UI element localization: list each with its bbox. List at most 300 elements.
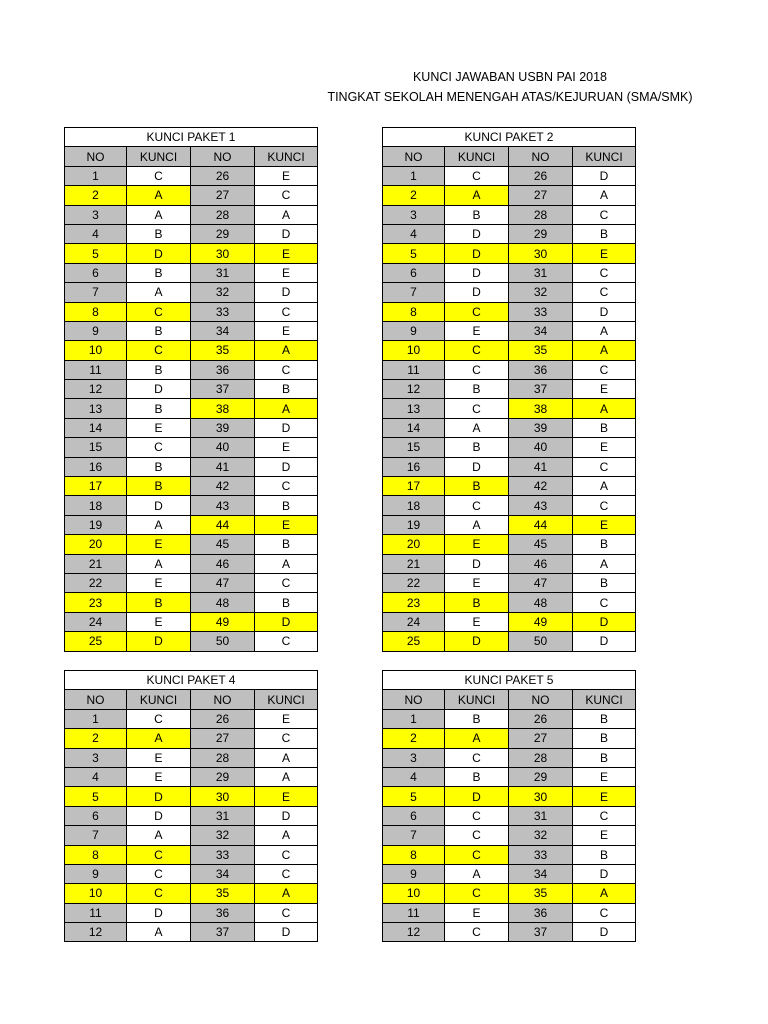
answer-key: B (255, 496, 318, 515)
answer-key: A (255, 826, 318, 845)
question-number: 28 (191, 205, 255, 224)
answer-key: A (573, 186, 636, 205)
question-number: 3 (65, 205, 127, 224)
answer-key: B (445, 438, 509, 457)
answer-key: E (255, 787, 318, 806)
question-number: 5 (383, 244, 445, 263)
table-row (65, 767, 318, 786)
question-number: 28 (191, 748, 255, 767)
question-number: 13 (65, 399, 127, 418)
question-number: 6 (65, 806, 127, 825)
table-row (383, 166, 636, 185)
answer-key: C (445, 884, 509, 903)
table-row (65, 477, 318, 496)
question-number: 14 (65, 418, 127, 437)
question-number: 31 (191, 263, 255, 282)
question-number: 44 (509, 515, 573, 534)
question-number: 50 (509, 632, 573, 651)
question-number: 38 (191, 399, 255, 418)
question-number: 27 (191, 729, 255, 748)
question-number: 11 (383, 903, 445, 922)
column-header: NO (383, 690, 445, 709)
question-number: 35 (509, 884, 573, 903)
answer-key: D (255, 923, 318, 942)
column-header: NO (191, 147, 255, 166)
answer-key: C (127, 709, 191, 728)
answer-key: D (127, 244, 191, 263)
question-number: 38 (509, 399, 573, 418)
question-number: 4 (383, 224, 445, 243)
answer-key: A (573, 341, 636, 360)
answer-key: E (445, 535, 509, 554)
answer-key: A (127, 186, 191, 205)
answer-key: C (445, 166, 509, 185)
answer-key: A (127, 205, 191, 224)
table-row (65, 244, 318, 263)
question-number: 29 (191, 224, 255, 243)
answer-key: D (445, 787, 509, 806)
answer-key: C (445, 845, 509, 864)
question-number: 49 (509, 612, 573, 631)
answer-key: E (445, 903, 509, 922)
question-number: 20 (65, 535, 127, 554)
answer-key: C (255, 864, 318, 883)
question-number: 6 (383, 263, 445, 282)
table-row (383, 399, 636, 418)
question-number: 26 (509, 166, 573, 185)
table-row (65, 826, 318, 845)
question-number: 1 (383, 166, 445, 185)
answer-key: B (573, 709, 636, 728)
question-number: 13 (383, 399, 445, 418)
table-row (65, 457, 318, 476)
table-row (383, 418, 636, 437)
answer-key: E (127, 612, 191, 631)
question-number: 25 (383, 632, 445, 651)
question-number: 46 (191, 554, 255, 573)
answer-key: A (127, 729, 191, 748)
table-row (65, 729, 318, 748)
question-number: 2 (383, 729, 445, 748)
question-number: 42 (509, 477, 573, 496)
question-number: 8 (65, 845, 127, 864)
question-number: 37 (191, 380, 255, 399)
answer-key: C (573, 360, 636, 379)
answer-key: C (127, 166, 191, 185)
table-caption: KUNCI PAKET 5 (383, 671, 636, 690)
question-number: 21 (383, 554, 445, 573)
answer-key: A (127, 515, 191, 534)
question-number: 26 (191, 709, 255, 728)
answer-key: D (573, 612, 636, 631)
question-number: 5 (65, 244, 127, 263)
table-row (65, 283, 318, 302)
answer-key: D (255, 283, 318, 302)
question-number: 28 (509, 205, 573, 224)
answer-key: C (573, 593, 636, 612)
answer-key: E (255, 166, 318, 185)
table-caption: KUNCI PAKET 4 (65, 671, 318, 690)
answer-key: E (573, 826, 636, 845)
question-number: 10 (383, 341, 445, 360)
question-number: 41 (509, 457, 573, 476)
answer-key: A (573, 477, 636, 496)
question-number: 1 (65, 166, 127, 185)
table-row (383, 321, 636, 340)
answer-key: B (445, 477, 509, 496)
question-number: 6 (65, 263, 127, 282)
table-row (383, 767, 636, 786)
document-title: KUNCI JAWABAN USBN PAI 2018 (412, 70, 608, 84)
answer-key: E (573, 767, 636, 786)
table-row (65, 360, 318, 379)
question-number: 45 (509, 535, 573, 554)
answer-key: B (127, 593, 191, 612)
answer-key: B (255, 380, 318, 399)
column-header: KUNCI (573, 147, 636, 166)
table-row (65, 321, 318, 340)
answer-key: A (127, 554, 191, 573)
table-row (65, 864, 318, 883)
answer-key: C (255, 302, 318, 321)
answer-key: B (573, 535, 636, 554)
table-row (65, 709, 318, 728)
question-number: 1 (65, 709, 127, 728)
table-row (383, 244, 636, 263)
answer-key: C (445, 496, 509, 515)
table-row (65, 845, 318, 864)
answer-key: D (573, 864, 636, 883)
answer-key: C (445, 302, 509, 321)
question-number: 37 (509, 380, 573, 399)
answer-key: C (255, 186, 318, 205)
answer-key: E (127, 573, 191, 592)
column-header-row (65, 147, 318, 166)
answer-key: A (255, 399, 318, 418)
question-number: 34 (509, 864, 573, 883)
question-number: 12 (383, 380, 445, 399)
answer-key: B (445, 767, 509, 786)
question-number: 43 (191, 496, 255, 515)
answer-key: D (445, 283, 509, 302)
answer-key: B (127, 360, 191, 379)
answer-key: D (573, 632, 636, 651)
question-number: 14 (383, 418, 445, 437)
table-row (65, 263, 318, 282)
column-header: NO (191, 690, 255, 709)
question-number: 35 (509, 341, 573, 360)
table-row (65, 341, 318, 360)
question-number: 7 (65, 826, 127, 845)
table-row (383, 457, 636, 476)
question-number: 19 (65, 515, 127, 534)
question-number: 11 (65, 903, 127, 922)
question-number: 19 (383, 515, 445, 534)
answer-key: A (573, 399, 636, 418)
answer-key: C (127, 864, 191, 883)
answer-key: E (255, 515, 318, 534)
question-number: 2 (65, 729, 127, 748)
answer-key: C (255, 360, 318, 379)
question-number: 36 (191, 903, 255, 922)
answer-key: D (127, 806, 191, 825)
question-number: 32 (509, 283, 573, 302)
question-number: 35 (191, 341, 255, 360)
table-row (383, 826, 636, 845)
question-number: 16 (65, 457, 127, 476)
answer-key: D (127, 903, 191, 922)
question-number: 50 (191, 632, 255, 651)
question-number: 33 (509, 845, 573, 864)
question-number: 39 (509, 418, 573, 437)
table-row (65, 535, 318, 554)
answer-key: E (255, 321, 318, 340)
answer-key: B (445, 205, 509, 224)
table-row (65, 302, 318, 321)
table-row (383, 186, 636, 205)
table-row (65, 632, 318, 651)
question-number: 30 (191, 244, 255, 263)
answer-key: E (445, 612, 509, 631)
question-number: 37 (191, 923, 255, 942)
answer-key: C (573, 496, 636, 515)
table-row (383, 283, 636, 302)
column-header-row (65, 690, 318, 709)
paket-table (64, 670, 318, 942)
question-number: 9 (383, 321, 445, 340)
column-header: KUNCI (127, 690, 191, 709)
answer-key: C (127, 438, 191, 457)
answer-key: C (255, 729, 318, 748)
answer-key: E (127, 418, 191, 437)
column-header: KUNCI (255, 690, 318, 709)
question-number: 40 (191, 438, 255, 457)
question-number: 10 (65, 341, 127, 360)
answer-key: C (127, 302, 191, 321)
table-row (65, 515, 318, 534)
answer-key: C (127, 884, 191, 903)
column-header: KUNCI (445, 147, 509, 166)
answer-key: C (255, 573, 318, 592)
answer-key: D (127, 787, 191, 806)
question-number: 42 (191, 477, 255, 496)
question-number: 36 (191, 360, 255, 379)
answer-key: E (127, 535, 191, 554)
answer-key: D (255, 224, 318, 243)
table-row (65, 186, 318, 205)
question-number: 36 (509, 360, 573, 379)
question-number: 12 (65, 923, 127, 942)
answer-key: E (255, 263, 318, 282)
answer-key: D (127, 632, 191, 651)
question-number: 43 (509, 496, 573, 515)
table-row (383, 515, 636, 534)
table-row (383, 535, 636, 554)
question-number: 20 (383, 535, 445, 554)
question-number: 1 (383, 709, 445, 728)
table-row (383, 806, 636, 825)
table-row (65, 787, 318, 806)
question-number: 39 (191, 418, 255, 437)
table-row (65, 205, 318, 224)
question-number: 4 (65, 224, 127, 243)
table-row (383, 845, 636, 864)
table-row (65, 884, 318, 903)
table-caption: KUNCI PAKET 2 (383, 128, 636, 147)
table-row (383, 884, 636, 903)
answer-key: A (445, 515, 509, 534)
question-number: 30 (191, 787, 255, 806)
table-row (383, 496, 636, 515)
answer-key: C (573, 457, 636, 476)
answer-key: E (127, 767, 191, 786)
answer-key: C (445, 341, 509, 360)
answer-key: D (255, 457, 318, 476)
answer-key: E (573, 438, 636, 457)
paket-table (64, 127, 318, 652)
question-number: 12 (65, 380, 127, 399)
answer-key: E (127, 748, 191, 767)
table-row (65, 612, 318, 631)
answer-key: D (445, 244, 509, 263)
answer-key: C (573, 205, 636, 224)
question-number: 37 (509, 923, 573, 942)
table-row (383, 864, 636, 883)
answer-key: A (255, 341, 318, 360)
question-number: 45 (191, 535, 255, 554)
question-number: 10 (65, 884, 127, 903)
answer-key: B (573, 224, 636, 243)
question-number: 26 (509, 709, 573, 728)
question-number: 9 (383, 864, 445, 883)
question-number: 29 (509, 767, 573, 786)
answer-key: B (127, 263, 191, 282)
answer-key: E (573, 515, 636, 534)
answer-key: A (445, 864, 509, 883)
question-number: 27 (509, 186, 573, 205)
answer-key: C (255, 632, 318, 651)
question-number: 22 (383, 573, 445, 592)
question-number: 8 (65, 302, 127, 321)
answer-key: A (573, 321, 636, 340)
question-number: 31 (191, 806, 255, 825)
question-number: 32 (509, 826, 573, 845)
question-number: 15 (383, 438, 445, 457)
question-number: 34 (509, 321, 573, 340)
answer-key: A (255, 748, 318, 767)
answer-key: D (255, 418, 318, 437)
table-row (383, 263, 636, 282)
question-number: 28 (509, 748, 573, 767)
question-number: 29 (509, 224, 573, 243)
column-header: KUNCI (255, 147, 318, 166)
question-number: 27 (191, 186, 255, 205)
question-number: 7 (383, 283, 445, 302)
answer-key: A (445, 418, 509, 437)
question-number: 16 (383, 457, 445, 476)
answer-key: E (255, 438, 318, 457)
table-row (65, 593, 318, 612)
question-number: 49 (191, 612, 255, 631)
question-number: 48 (509, 593, 573, 612)
question-number: 40 (509, 438, 573, 457)
table-row (383, 748, 636, 767)
question-number: 44 (191, 515, 255, 534)
question-number: 17 (383, 477, 445, 496)
question-number: 5 (383, 787, 445, 806)
table-row (65, 496, 318, 515)
question-number: 29 (191, 767, 255, 786)
answer-key: D (255, 806, 318, 825)
answer-key: B (573, 748, 636, 767)
question-number: 3 (65, 748, 127, 767)
question-number: 34 (191, 864, 255, 883)
answer-key: C (445, 826, 509, 845)
table-row (383, 302, 636, 321)
question-number: 30 (509, 787, 573, 806)
question-number: 7 (383, 826, 445, 845)
answer-key: C (255, 845, 318, 864)
table-row (383, 554, 636, 573)
table-row (65, 903, 318, 922)
answer-key: A (127, 283, 191, 302)
answer-key: E (573, 380, 636, 399)
table-row (65, 418, 318, 437)
answer-key: B (573, 845, 636, 864)
question-number: 21 (65, 554, 127, 573)
question-number: 4 (65, 767, 127, 786)
answer-key: A (445, 729, 509, 748)
table-row (383, 787, 636, 806)
question-number: 25 (65, 632, 127, 651)
question-number: 23 (65, 593, 127, 612)
column-header: NO (383, 147, 445, 166)
table-row (65, 573, 318, 592)
answer-key: A (127, 826, 191, 845)
answer-key: A (255, 767, 318, 786)
table-row (383, 709, 636, 728)
answer-key: A (573, 884, 636, 903)
table-row (65, 554, 318, 573)
paket-table (382, 127, 636, 652)
table-row (383, 612, 636, 631)
table-row (383, 341, 636, 360)
table-row (383, 477, 636, 496)
answer-key: D (445, 554, 509, 573)
paket-table (382, 670, 636, 942)
question-number: 26 (191, 166, 255, 185)
answer-key: C (573, 283, 636, 302)
table-row (383, 438, 636, 457)
question-number: 11 (383, 360, 445, 379)
answer-key: E (573, 244, 636, 263)
answer-key: C (255, 903, 318, 922)
question-number: 24 (383, 612, 445, 631)
answer-key: B (573, 418, 636, 437)
column-header: NO (65, 690, 127, 709)
question-number: 48 (191, 593, 255, 612)
question-number: 5 (65, 787, 127, 806)
table-row (383, 380, 636, 399)
answer-key: E (255, 244, 318, 263)
column-header: KUNCI (573, 690, 636, 709)
question-number: 11 (65, 360, 127, 379)
answer-key: B (255, 535, 318, 554)
question-number: 9 (65, 864, 127, 883)
answer-key: D (573, 302, 636, 321)
question-number: 32 (191, 283, 255, 302)
answer-key: D (445, 224, 509, 243)
